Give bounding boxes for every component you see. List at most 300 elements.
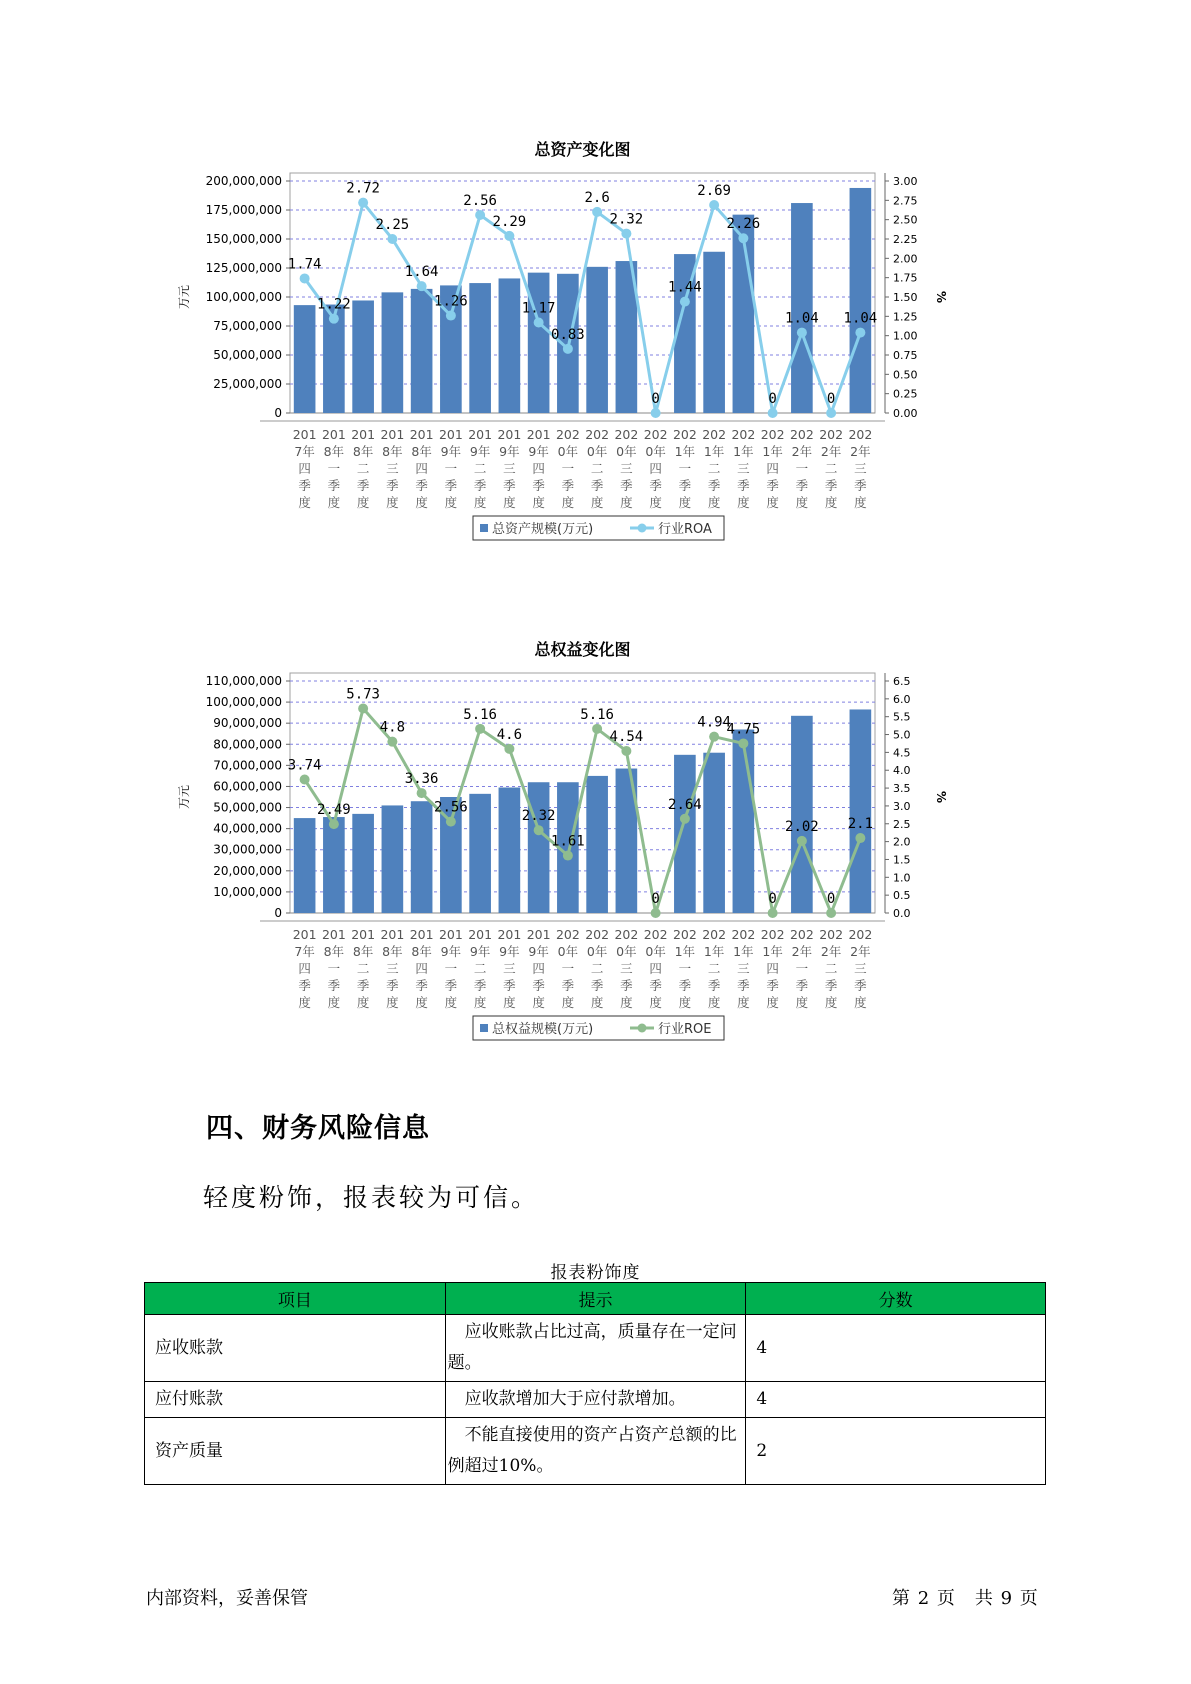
x-tick-label: 季 bbox=[678, 978, 692, 993]
x-tick-label: 季 bbox=[415, 978, 428, 993]
x-tick-label: 度 bbox=[707, 495, 721, 510]
line-point bbox=[534, 825, 544, 835]
x-tick-label: 9年 bbox=[469, 944, 491, 959]
x-tick-label: 8年 bbox=[323, 944, 345, 959]
y-tick-label: 175,000,000 bbox=[205, 203, 282, 217]
data-label: 1.61 bbox=[551, 833, 585, 850]
x-tick-label: 二 bbox=[590, 961, 604, 976]
data-label: 4.6 bbox=[496, 726, 523, 743]
x-tick-label: 201 bbox=[438, 427, 463, 442]
line-point bbox=[563, 344, 573, 354]
y2-tick-label: 2.0 bbox=[893, 835, 911, 849]
line-point bbox=[621, 746, 631, 756]
x-tick-label: 201 bbox=[321, 427, 346, 442]
header-item: 项目 bbox=[145, 1283, 446, 1315]
y-tick-label: 25,000,000 bbox=[213, 377, 282, 391]
x-tick-label: 二 bbox=[473, 961, 487, 976]
data-label: 2.56 bbox=[434, 799, 468, 816]
data-label: 2.64 bbox=[668, 796, 702, 813]
x-tick-label: 2年 bbox=[820, 444, 842, 459]
x-tick-label: 201 bbox=[351, 427, 376, 442]
x-tick-label: 9年 bbox=[499, 444, 520, 459]
bar bbox=[469, 794, 491, 913]
line-point bbox=[768, 908, 778, 918]
y2-tick-label: 2.5 bbox=[893, 817, 911, 831]
legend-swatch-marker bbox=[638, 1024, 647, 1033]
x-tick-label: 度 bbox=[473, 995, 487, 1010]
line-point bbox=[446, 817, 456, 827]
data-label: 3.74 bbox=[287, 757, 322, 774]
x-tick-label: 0年 bbox=[586, 944, 608, 959]
x-tick-label: 一 bbox=[795, 961, 809, 976]
x-tick-label: 1年 bbox=[703, 944, 725, 959]
x-tick-label: 度 bbox=[298, 995, 311, 1010]
x-tick-label: 度 bbox=[298, 495, 311, 510]
legend-swatch-bar bbox=[480, 1024, 488, 1032]
x-tick-label: 二 bbox=[473, 461, 487, 476]
x-tick-label: 季 bbox=[561, 478, 575, 493]
x-tick-label: 201 bbox=[438, 927, 463, 942]
bar bbox=[499, 278, 521, 413]
legend-swatch-bar bbox=[480, 524, 488, 532]
data-label: 1.44 bbox=[668, 279, 702, 296]
x-tick-label: 201 bbox=[497, 927, 522, 942]
x-tick-label: 0年 bbox=[616, 444, 637, 459]
line-point bbox=[855, 833, 865, 843]
x-tick-label: 三 bbox=[737, 461, 750, 476]
x-tick-label: 2年 bbox=[850, 444, 871, 459]
line-point bbox=[709, 200, 719, 210]
y2-tick-label: 1.50 bbox=[893, 291, 918, 304]
x-tick-label: 0年 bbox=[616, 944, 637, 959]
x-tick-label: 0年 bbox=[586, 444, 608, 459]
x-tick-label: 季 bbox=[503, 978, 516, 993]
x-tick-label: 季 bbox=[561, 978, 575, 993]
x-tick-label: 度 bbox=[590, 995, 604, 1010]
bar bbox=[499, 788, 521, 913]
x-tick-label: 0年 bbox=[645, 444, 666, 459]
x-tick-label: 一 bbox=[561, 461, 575, 476]
x-tick-label: 季 bbox=[854, 478, 867, 493]
x-tick-label: 8年 bbox=[382, 944, 403, 959]
x-tick-label: 季 bbox=[824, 478, 838, 493]
x-tick-label: 季 bbox=[649, 978, 662, 993]
x-tick-label: 季 bbox=[298, 478, 311, 493]
y2-tick-label: 1.25 bbox=[893, 310, 918, 324]
data-label: 2.32 bbox=[521, 808, 556, 825]
x-tick-label: 季 bbox=[649, 478, 662, 493]
x-tick-label: 202 bbox=[731, 427, 756, 442]
y-tick-label: 100,000,000 bbox=[205, 290, 282, 304]
line-point bbox=[797, 836, 807, 846]
row-item: 资产质量 bbox=[145, 1418, 446, 1485]
data-label: 2.6 bbox=[584, 189, 610, 206]
bar bbox=[352, 814, 374, 913]
y-tick-label: 90,000,000 bbox=[213, 716, 282, 731]
x-tick-label: 四 bbox=[766, 961, 779, 976]
line-point bbox=[358, 703, 368, 713]
x-tick-label: 四 bbox=[766, 461, 779, 476]
x-tick-label: 一 bbox=[444, 961, 458, 976]
x-tick-label: 四 bbox=[532, 961, 545, 976]
x-tick-label: 季 bbox=[327, 978, 341, 993]
x-tick-label: 三 bbox=[620, 461, 633, 476]
y2-tick-label: 0.75 bbox=[893, 349, 918, 362]
y-tick-label: 100,000,000 bbox=[205, 695, 282, 710]
x-tick-label: 二 bbox=[356, 961, 370, 976]
x-tick-label: 201 bbox=[380, 427, 405, 442]
y-tick-label: 110,000,000 bbox=[205, 674, 282, 688]
table-caption: 报表粉饰度 bbox=[550, 1263, 641, 1283]
x-tick-label: 8年 bbox=[323, 444, 345, 459]
y-axis-label: 万元 bbox=[177, 784, 191, 810]
x-tick-label: 度 bbox=[737, 495, 750, 510]
total-equity-chart-svg bbox=[177, 636, 1020, 1091]
y2-tick-label: 2.75 bbox=[893, 194, 918, 208]
x-tick-label: 9年 bbox=[528, 944, 549, 959]
x-tick-label: 0年 bbox=[557, 944, 579, 959]
line-point bbox=[592, 207, 602, 217]
x-tick-label: 202 bbox=[702, 427, 727, 442]
y2-tick-label: 0.00 bbox=[893, 407, 918, 420]
line-point bbox=[475, 724, 485, 734]
x-tick-label: 二 bbox=[824, 461, 838, 476]
x-tick-label: 度 bbox=[503, 495, 516, 510]
line-point bbox=[592, 724, 602, 734]
data-label: 2.56 bbox=[463, 193, 497, 210]
x-tick-label: 季 bbox=[444, 478, 458, 493]
x-tick-label: 0年 bbox=[557, 444, 579, 459]
bar bbox=[323, 817, 345, 913]
x-tick-label: 季 bbox=[854, 978, 867, 993]
x-tick-label: 季 bbox=[298, 978, 311, 993]
y2-tick-label: 1.00 bbox=[893, 329, 918, 343]
y2-tick-label: 1.5 bbox=[893, 853, 911, 867]
line-point bbox=[300, 273, 310, 283]
x-tick-label: 202 bbox=[819, 927, 844, 942]
y2-tick-label: 0.25 bbox=[893, 387, 918, 401]
x-tick-label: 二 bbox=[356, 461, 370, 476]
bar bbox=[469, 283, 491, 413]
bar bbox=[791, 203, 813, 413]
risk-table bbox=[144, 1282, 1046, 1485]
x-tick-label: 度 bbox=[356, 495, 370, 510]
x-tick-label: 202 bbox=[585, 927, 610, 942]
x-tick-label: 一 bbox=[795, 461, 809, 476]
x-tick-label: 202 bbox=[555, 427, 580, 442]
bar bbox=[850, 188, 872, 413]
row-score: 4 bbox=[746, 1315, 1046, 1382]
x-tick-label: 四 bbox=[649, 961, 662, 976]
y-tick-label: 60,000,000 bbox=[213, 779, 282, 794]
legend-label-bar: 总资产规模(万元) bbox=[492, 522, 594, 537]
header-hint: 提示 bbox=[445, 1283, 746, 1315]
x-tick-label: 202 bbox=[672, 927, 697, 942]
x-tick-label: 202 bbox=[643, 927, 668, 942]
data-label: 0 bbox=[826, 891, 836, 907]
x-tick-label: 季 bbox=[590, 478, 604, 493]
x-tick-label: 2年 bbox=[791, 944, 813, 959]
x-tick-label: 度 bbox=[678, 995, 692, 1010]
bar bbox=[586, 267, 608, 413]
line-point bbox=[387, 737, 397, 747]
x-tick-label: 度 bbox=[854, 495, 867, 510]
x-tick-label: 度 bbox=[795, 495, 809, 510]
x-tick-label: 季 bbox=[620, 978, 633, 993]
data-label: 5.73 bbox=[346, 686, 380, 703]
x-tick-label: 季 bbox=[356, 478, 370, 493]
x-tick-label: 201 bbox=[380, 927, 405, 942]
data-label: 4.75 bbox=[726, 721, 761, 738]
y-tick-label: 30,000,000 bbox=[213, 842, 282, 857]
x-tick-label: 度 bbox=[737, 995, 750, 1010]
x-tick-label: 季 bbox=[386, 978, 399, 993]
x-tick-label: 季 bbox=[737, 978, 750, 993]
data-label: 1.26 bbox=[434, 293, 468, 310]
line-point bbox=[826, 908, 836, 918]
x-tick-label: 季 bbox=[766, 478, 779, 493]
x-tick-label: 度 bbox=[824, 995, 838, 1010]
section-summary: 轻度粉饰，报表较为可信。 bbox=[203, 1183, 540, 1212]
x-tick-label: 四 bbox=[298, 461, 311, 476]
x-tick-label: 2年 bbox=[791, 444, 813, 459]
line-point bbox=[358, 198, 368, 208]
x-tick-label: 202 bbox=[760, 927, 785, 942]
bar bbox=[294, 305, 316, 413]
bar bbox=[733, 730, 755, 913]
y-tick-label: 0 bbox=[274, 906, 282, 920]
x-tick-label: 三 bbox=[503, 961, 516, 976]
line-point bbox=[534, 318, 544, 328]
y2-tick-label: 4.5 bbox=[893, 746, 911, 760]
y-tick-label: 40,000,000 bbox=[213, 821, 282, 836]
y-tick-label: 50,000,000 bbox=[213, 800, 282, 815]
x-tick-label: 三 bbox=[737, 961, 750, 976]
x-tick-label: 202 bbox=[614, 927, 639, 942]
x-tick-label: 度 bbox=[649, 495, 662, 510]
x-tick-label: 202 bbox=[585, 427, 610, 442]
x-tick-label: 三 bbox=[620, 961, 633, 976]
x-tick-label: 三 bbox=[386, 961, 399, 976]
data-label: 0 bbox=[768, 891, 777, 907]
row-hint: 应收账款占比过高，质量存在一定问题。 bbox=[445, 1315, 746, 1382]
bar bbox=[703, 753, 725, 913]
bar bbox=[411, 801, 433, 913]
line-point bbox=[621, 229, 631, 239]
x-tick-label: 度 bbox=[444, 995, 458, 1010]
x-tick-label: 度 bbox=[766, 495, 779, 510]
data-label: 1.64 bbox=[404, 264, 439, 281]
x-tick-label: 季 bbox=[766, 978, 779, 993]
x-tick-label: 一 bbox=[327, 461, 341, 476]
table-row bbox=[145, 1382, 1046, 1418]
x-tick-label: 季 bbox=[415, 478, 428, 493]
table-row bbox=[145, 1315, 1046, 1382]
line-point bbox=[329, 314, 339, 324]
y-tick-label: 50,000,000 bbox=[213, 348, 282, 362]
x-tick-label: 9年 bbox=[499, 944, 520, 959]
y-tick-label: 150,000,000 bbox=[205, 232, 282, 246]
y-tick-label: 75,000,000 bbox=[213, 319, 282, 333]
line-point bbox=[826, 408, 836, 418]
x-tick-label: 度 bbox=[415, 995, 428, 1010]
y-tick-label: 70,000,000 bbox=[213, 758, 282, 773]
legend-label-line: 行业ROA bbox=[658, 522, 712, 537]
bar bbox=[674, 755, 696, 913]
x-tick-label: 1年 bbox=[762, 444, 783, 459]
line-point bbox=[417, 788, 427, 798]
bar bbox=[382, 292, 404, 413]
x-tick-label: 202 bbox=[760, 427, 785, 442]
x-tick-label: 201 bbox=[409, 427, 434, 442]
bar bbox=[703, 252, 725, 413]
y2-tick-label: 1.0 bbox=[893, 871, 911, 885]
x-tick-label: 四 bbox=[649, 461, 662, 476]
y-tick-label: 125,000,000 bbox=[205, 261, 282, 275]
data-label: 0.83 bbox=[551, 326, 585, 343]
line-point bbox=[387, 234, 397, 244]
x-tick-label: 三 bbox=[503, 461, 516, 476]
x-tick-label: 度 bbox=[620, 995, 633, 1010]
data-label: 4.8 bbox=[379, 719, 406, 736]
header-score: 分数 bbox=[746, 1283, 1046, 1315]
data-label: 1.04 bbox=[843, 310, 878, 327]
row-item: 应收账款 bbox=[145, 1315, 446, 1382]
row-score: 2 bbox=[746, 1418, 1046, 1485]
data-label: 0 bbox=[651, 391, 660, 407]
y2-tick-label: 2.25 bbox=[893, 233, 918, 246]
x-tick-label: 202 bbox=[731, 927, 756, 942]
y2-tick-label: 3.5 bbox=[893, 782, 911, 796]
line-point bbox=[563, 851, 573, 861]
x-tick-label: 度 bbox=[590, 495, 604, 510]
x-tick-label: 1年 bbox=[674, 444, 696, 459]
y2-tick-label: 5.5 bbox=[893, 710, 911, 724]
x-tick-label: 201 bbox=[526, 927, 551, 942]
table-header-row bbox=[145, 1283, 1046, 1315]
y2-tick-label: 0.5 bbox=[893, 889, 911, 903]
x-tick-label: 201 bbox=[292, 927, 317, 942]
bar bbox=[294, 818, 316, 913]
data-label: 5.16 bbox=[463, 706, 497, 723]
line-point bbox=[651, 408, 661, 418]
x-tick-label: 二 bbox=[824, 961, 838, 976]
data-label: 5.16 bbox=[580, 706, 614, 723]
x-tick-label: 一 bbox=[444, 461, 458, 476]
data-label: 2.02 bbox=[785, 818, 819, 835]
bar bbox=[528, 273, 550, 413]
y-tick-label: 200,000,000 bbox=[205, 174, 282, 188]
bar bbox=[352, 300, 374, 413]
row-item: 应付账款 bbox=[145, 1382, 446, 1418]
x-tick-label: 201 bbox=[526, 427, 551, 442]
legend-label-line: 行业ROE bbox=[658, 1022, 712, 1037]
x-tick-label: 度 bbox=[327, 995, 341, 1010]
y2-tick-label: 6.5 bbox=[893, 675, 911, 688]
x-tick-label: 度 bbox=[620, 495, 633, 510]
data-label: 1.04 bbox=[785, 310, 819, 327]
x-tick-label: 9年 bbox=[528, 444, 549, 459]
x-tick-label: 0年 bbox=[645, 944, 666, 959]
y2-tick-label: 1.75 bbox=[893, 271, 918, 285]
data-label: 2.1 bbox=[847, 816, 874, 833]
x-tick-label: 季 bbox=[707, 478, 721, 493]
row-hint: 应收款增加大于应付款增加。 bbox=[445, 1382, 746, 1418]
data-label: 2.72 bbox=[346, 180, 380, 197]
x-tick-label: 度 bbox=[561, 995, 575, 1010]
x-tick-label: 1年 bbox=[733, 444, 754, 459]
total-equity-chart bbox=[177, 636, 1020, 1091]
x-tick-label: 二 bbox=[590, 461, 604, 476]
section-title: 四、财务风险信息 bbox=[206, 1113, 430, 1144]
x-tick-label: 季 bbox=[444, 978, 458, 993]
y-tick-label: 20,000,000 bbox=[213, 863, 282, 878]
x-tick-label: 三 bbox=[386, 461, 399, 476]
x-tick-label: 201 bbox=[409, 927, 434, 942]
line-point bbox=[329, 819, 339, 829]
y-tick-label: 80,000,000 bbox=[213, 737, 282, 752]
x-tick-label: 季 bbox=[590, 978, 604, 993]
x-tick-label: 度 bbox=[415, 495, 428, 510]
data-label: 2.49 bbox=[317, 802, 351, 819]
x-tick-label: 度 bbox=[532, 495, 545, 510]
bar bbox=[847, 709, 874, 913]
x-tick-label: 202 bbox=[789, 927, 814, 942]
x-tick-label: 度 bbox=[795, 995, 809, 1010]
x-tick-label: 季 bbox=[386, 478, 399, 493]
x-tick-label: 一 bbox=[327, 961, 341, 976]
line-point bbox=[738, 738, 748, 748]
line-point bbox=[709, 732, 719, 742]
row-hint: 不能直接使用的资产占资产总额的比例超过10%。 bbox=[445, 1418, 746, 1485]
x-tick-label: 季 bbox=[473, 978, 487, 993]
x-tick-label: 201 bbox=[497, 427, 522, 442]
x-tick-label: 7年 bbox=[294, 944, 315, 959]
x-tick-label: 度 bbox=[824, 495, 838, 510]
x-tick-label: 度 bbox=[532, 995, 545, 1010]
data-label: 1.74 bbox=[287, 256, 322, 273]
data-label: 2.25 bbox=[375, 217, 410, 233]
line-point bbox=[680, 814, 690, 824]
data-label: 2.26 bbox=[726, 216, 761, 233]
line-point bbox=[446, 311, 456, 321]
x-tick-label: 7年 bbox=[294, 444, 315, 459]
x-tick-label: 度 bbox=[473, 495, 487, 510]
y2-tick-label: 5.0 bbox=[893, 728, 911, 742]
x-tick-label: 8年 bbox=[352, 944, 374, 959]
x-tick-label: 四 bbox=[415, 461, 428, 476]
data-label: 0 bbox=[651, 891, 660, 907]
x-tick-label: 8年 bbox=[411, 444, 432, 459]
x-tick-label: 202 bbox=[848, 427, 873, 442]
table-row bbox=[145, 1418, 1046, 1485]
line-point bbox=[855, 328, 865, 338]
x-tick-label: 202 bbox=[643, 427, 668, 442]
data-label: 3.36 bbox=[404, 771, 439, 788]
x-tick-label: 一 bbox=[561, 961, 575, 976]
x-tick-label: 一 bbox=[678, 961, 692, 976]
bar bbox=[791, 716, 813, 913]
x-tick-label: 季 bbox=[795, 478, 809, 493]
bar bbox=[586, 776, 608, 913]
y-axis-label: 万元 bbox=[177, 284, 191, 310]
bar bbox=[382, 805, 404, 913]
x-tick-label: 度 bbox=[386, 995, 399, 1010]
x-tick-label: 度 bbox=[707, 995, 721, 1010]
x-tick-label: 8年 bbox=[411, 944, 432, 959]
line-point bbox=[504, 744, 514, 754]
x-tick-label: 201 bbox=[468, 427, 493, 442]
